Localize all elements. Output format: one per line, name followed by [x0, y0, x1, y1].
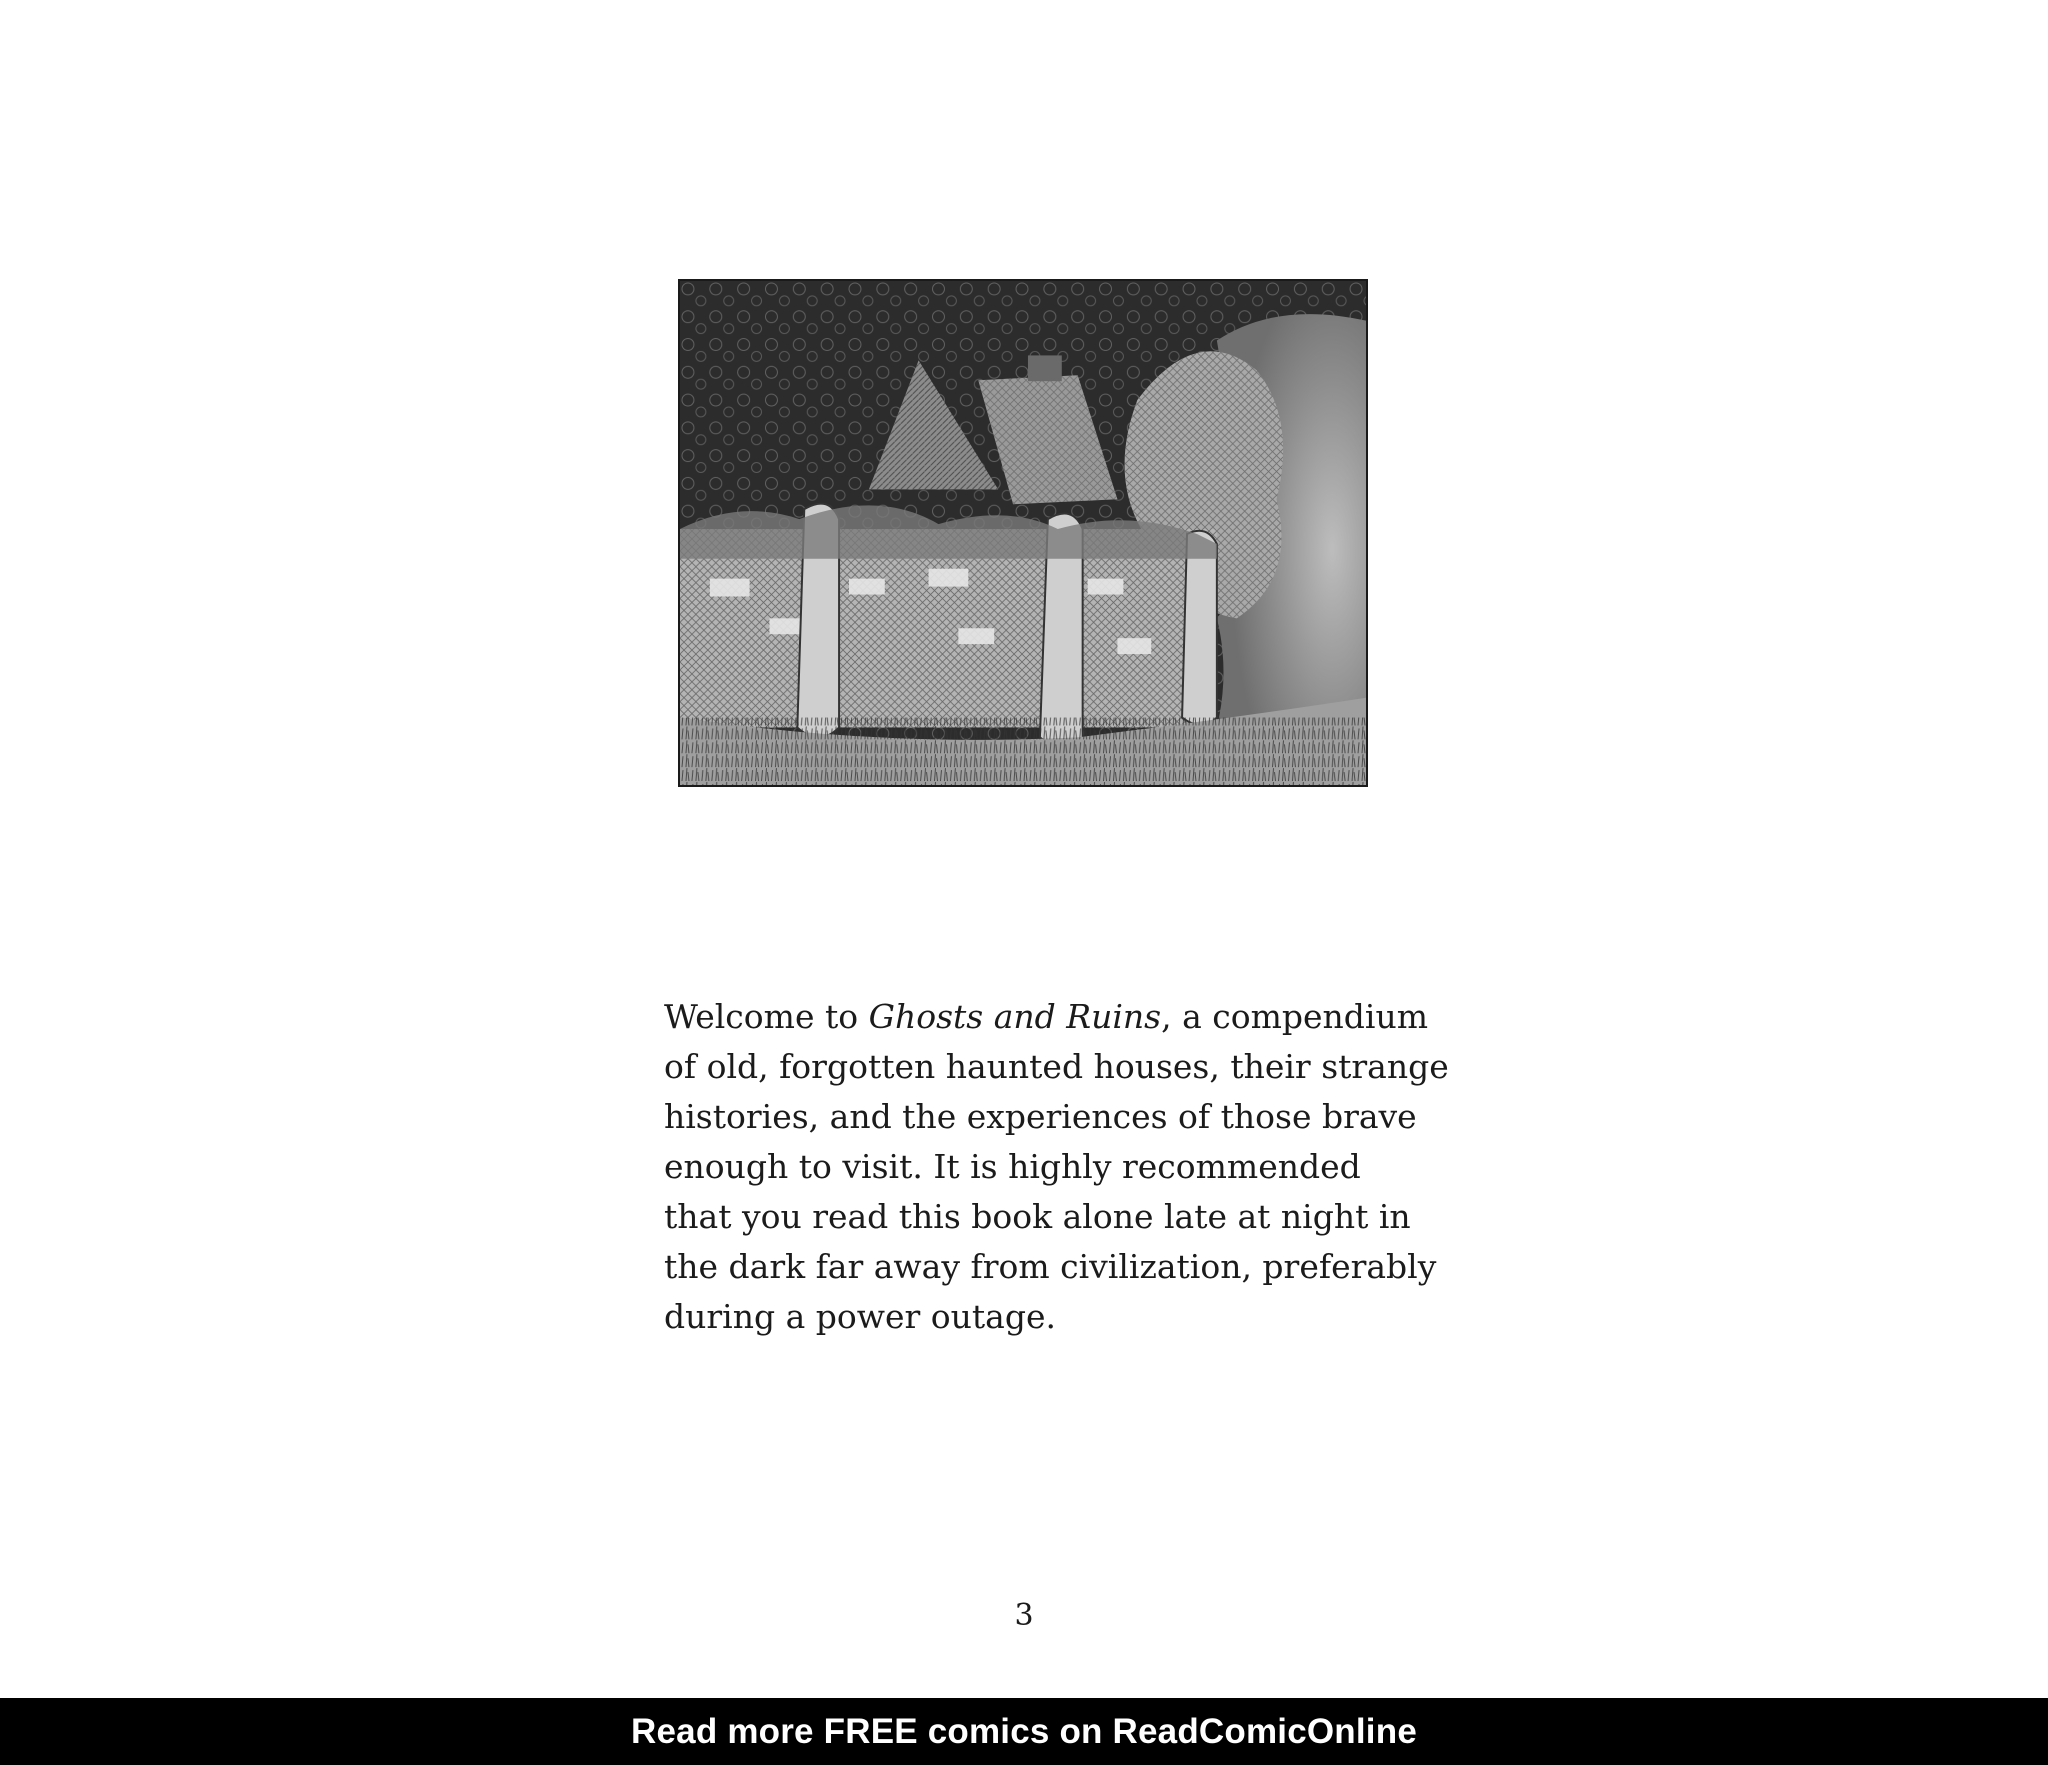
- intro-line: [664, 992, 1429, 1042]
- intro-line: of old, forgotten haunted houses, their strange: [664, 1047, 1449, 1086]
- intro-line: that you read this book alone late at night in: [664, 1197, 1411, 1236]
- page-number: 3: [1014, 1598, 1034, 1633]
- intro-paragraph: [664, 992, 1449, 1342]
- illustration-drawing: [680, 281, 1366, 785]
- intro-line: the dark far away from civilization, preferably: [664, 1247, 1437, 1286]
- intro-line: enough to visit. It is highly recommended: [664, 1147, 1361, 1186]
- intro-line: during a power outage.: [664, 1297, 1056, 1336]
- promo-banner[interactable]: [0, 1698, 2048, 1765]
- haunted-house-illustration: [678, 279, 1368, 787]
- intro-line: histories, and the experiences of those brave: [664, 1097, 1417, 1136]
- book-title: Ghosts and Ruins: [868, 997, 1162, 1036]
- promo-link[interactable]: Read more FREE comics on ReadComicOnline: [631, 1711, 1417, 1751]
- intro-text: , a compendium: [1161, 997, 1429, 1036]
- intro-text: Welcome to: [664, 997, 869, 1036]
